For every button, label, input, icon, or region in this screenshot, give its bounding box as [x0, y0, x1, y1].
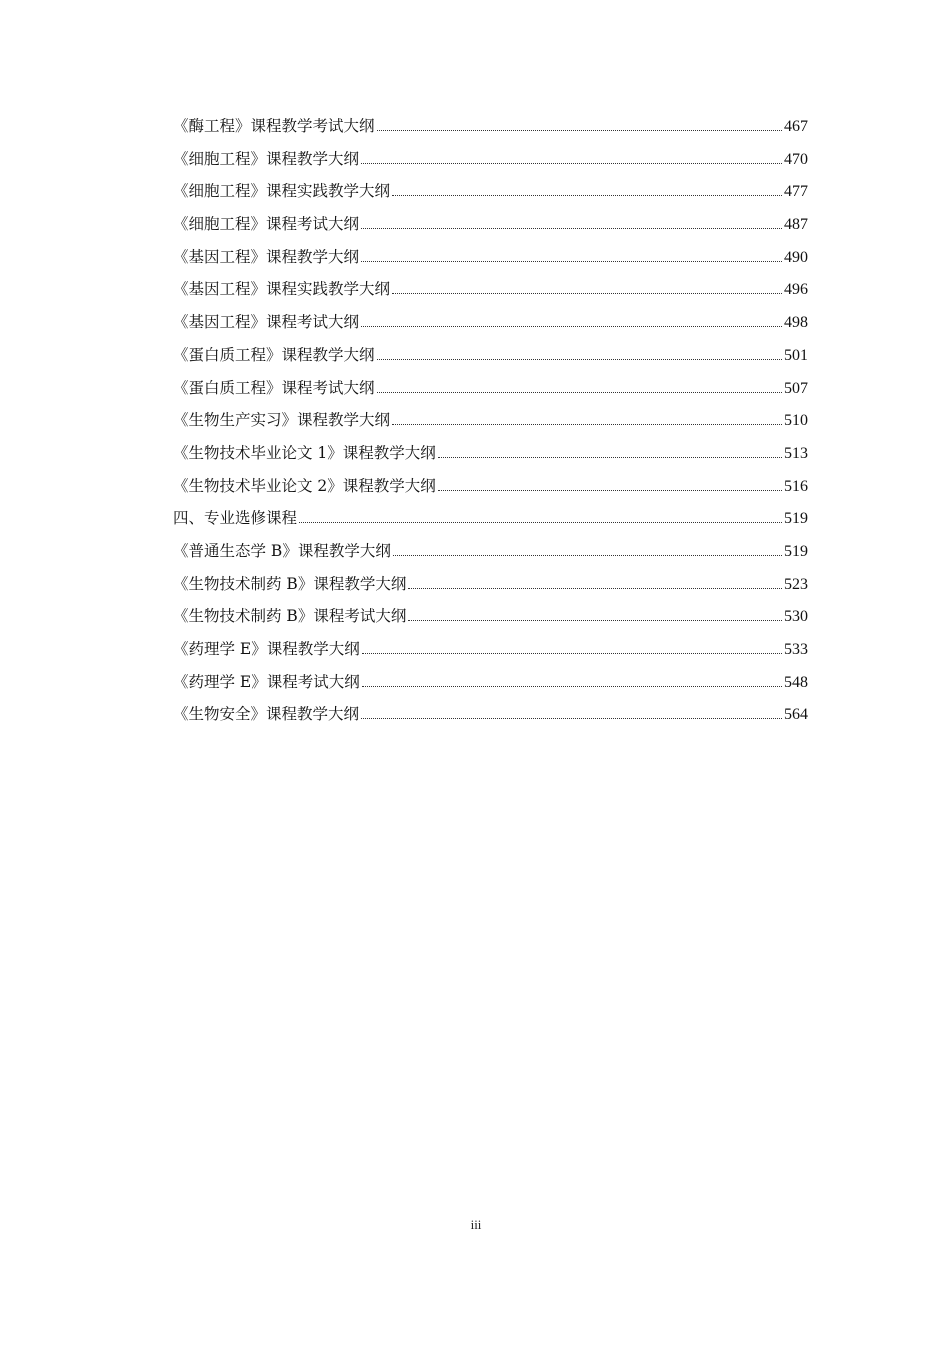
toc-entry-page: 519	[784, 510, 808, 528]
toc-entry-title: 《基因工程》课程教学大纲	[173, 247, 360, 266]
toc-leader-dots	[361, 718, 782, 719]
toc-entry[interactable]	[173, 637, 808, 670]
toc-entry[interactable]	[173, 539, 808, 572]
toc-entry-page: 477	[784, 183, 808, 201]
toc-leader-dots	[392, 195, 782, 196]
toc-leader-dots	[377, 392, 782, 393]
toc-entry-page: 516	[784, 477, 808, 495]
toc-entry-page: 533	[784, 641, 808, 658]
toc-leader-dots	[393, 555, 782, 556]
toc-entry[interactable]	[173, 572, 808, 605]
toc-leader-dots	[377, 130, 782, 131]
toc-entry-title: 《蛋白质工程》课程考试大纲	[173, 378, 375, 397]
toc-entry[interactable]	[173, 245, 808, 278]
toc-entry-title: 《细胞工程》课程教学大纲	[173, 149, 360, 168]
toc-entry-page: 487	[784, 216, 808, 234]
toc-entry-title: 《生物技术制药 B》课程考试大纲	[173, 607, 407, 626]
toc-leader-dots	[362, 653, 782, 654]
toc-leader-dots	[361, 228, 782, 229]
toc-entry-title: 《蛋白质工程》课程教学大纲	[173, 345, 375, 364]
toc-entry-page: 467	[784, 118, 808, 135]
toc-entry-title: 《普通生态学 B》课程教学大纲	[173, 541, 391, 560]
toc-leader-dots	[361, 326, 782, 327]
toc-section-heading[interactable]	[173, 506, 808, 539]
toc-entry-page: 510	[784, 412, 808, 430]
toc-entry-title: 《细胞工程》课程实践教学大纲	[173, 182, 391, 201]
toc-entry-page: 490	[784, 248, 808, 266]
toc-entry[interactable]	[173, 343, 808, 376]
toc-entry[interactable]	[173, 670, 808, 703]
toc-entry-title: 四、专业选修课程	[173, 509, 298, 528]
toc-entry[interactable]	[173, 277, 808, 310]
table-of-contents	[173, 114, 808, 735]
toc-entry-page: 496	[784, 281, 808, 299]
toc-entry-title: 《酶工程》课程教学考试大纲	[173, 117, 375, 135]
toc-entry[interactable]	[173, 310, 808, 343]
toc-entry[interactable]	[173, 474, 808, 507]
toc-entry-page: 523	[784, 575, 808, 593]
toc-entry[interactable]	[173, 604, 808, 637]
toc-entry-page: 470	[784, 150, 808, 168]
toc-leader-dots	[408, 620, 782, 621]
toc-entry-page: 513	[784, 444, 808, 462]
toc-entry-page: 501	[784, 346, 808, 364]
toc-leader-dots	[392, 293, 782, 294]
toc-entry-page: 548	[784, 673, 808, 691]
toc-leader-dots	[362, 686, 782, 687]
toc-entry[interactable]	[173, 441, 808, 474]
toc-leader-dots	[377, 359, 782, 360]
toc-entry-page: 564	[784, 706, 808, 724]
toc-entry[interactable]	[173, 212, 808, 245]
toc-leader-dots	[299, 522, 782, 523]
toc-leader-dots	[392, 424, 782, 425]
toc-entry-title: 《生物技术制药 B》课程教学大纲	[173, 574, 407, 593]
toc-entry[interactable]	[173, 376, 808, 409]
toc-entry-title: 《生物生产实习》课程教学大纲	[173, 411, 391, 430]
toc-entry[interactable]	[173, 179, 808, 212]
toc-leader-dots	[438, 490, 782, 491]
toc-entry-title: 《细胞工程》课程考试大纲	[173, 215, 360, 234]
toc-entry[interactable]	[173, 408, 808, 441]
toc-leader-dots	[361, 163, 782, 164]
page-number-footer: iii	[470, 1217, 482, 1232]
toc-entry-title: 《基因工程》课程考试大纲	[173, 313, 360, 332]
toc-entry-title: 《生物安全》课程教学大纲	[173, 705, 360, 724]
toc-entry-page: 519	[784, 542, 808, 560]
toc-entry-title: 《生物技术毕业论文 1》课程教学大纲	[173, 443, 436, 462]
toc-leader-dots	[361, 261, 782, 262]
toc-entry-page: 507	[784, 379, 808, 397]
toc-entry[interactable]	[173, 147, 808, 180]
toc-entry-title: 《药理学 E》课程教学大纲	[173, 640, 360, 658]
toc-entry-title: 《药理学 E》课程考试大纲	[173, 672, 360, 691]
toc-entry-title: 《生物技术毕业论文 2》课程教学大纲	[173, 476, 436, 495]
toc-leader-dots	[408, 588, 782, 589]
toc-entry-page: 530	[784, 608, 808, 626]
toc-entry-page: 498	[784, 314, 808, 332]
toc-entry[interactable]	[173, 702, 808, 735]
toc-leader-dots	[438, 457, 782, 458]
toc-entry[interactable]	[173, 114, 808, 147]
toc-entry-title: 《基因工程》课程实践教学大纲	[173, 280, 391, 299]
